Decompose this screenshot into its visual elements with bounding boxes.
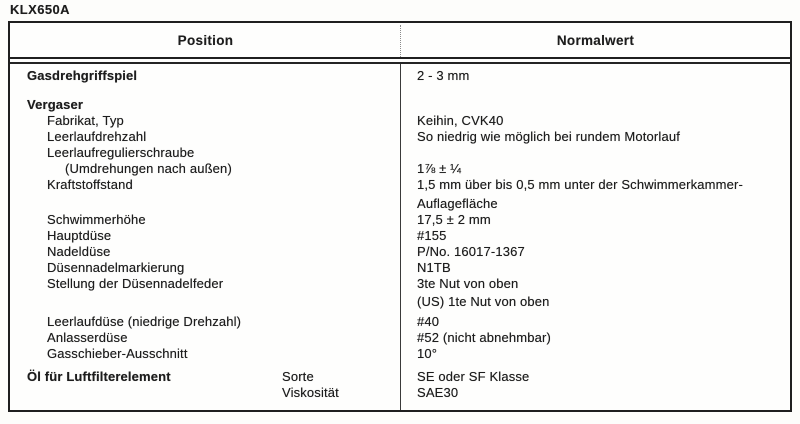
value-text: P/No. 16017-1367 [417,244,525,259]
value-text: SE oder SF Klasse [417,369,530,384]
header-normalwert-label: Normalwert [556,32,635,48]
position-label: Düsennadelmarkierung [47,260,185,275]
spec-table [8,21,792,412]
position-label: Nadeldüse [47,244,111,259]
value-text: (US) 1te Nut von oben [417,294,550,309]
spec-row-gasschieber [10,346,790,362]
value-text: #155 [417,228,447,243]
position-label: Hauptdüse [47,228,112,243]
value-text: 1,5 mm über bis 0,5 mm unter der Schwimmerkammer- [417,177,743,192]
position-label: Leerlaufdüse (niedrige Drehzahl) [47,314,242,329]
spec-row-schwimmerhoehe [10,212,790,228]
table-header-row [10,23,790,59]
spec-row-vergaser [10,97,790,113]
value-text: So niedrig wie möglich bei rundem Motorlauf [417,129,680,144]
spec-row-umdrehungen [10,161,790,177]
header-position-label: Position [177,32,234,48]
position-label: (Umdrehungen nach außen) [65,161,232,176]
position-label: Gasschieber-Ausschnitt [47,346,188,361]
value-text: #40 [417,314,440,329]
spec-row-fabrikat-typ [10,113,790,129]
value-text: Auflagefläche [417,196,498,211]
position-label: Leerlaufdrehzahl [47,129,147,144]
value-text: Keihin, CVK40 [417,113,504,128]
spec-row-duesennadelmarkierung [10,260,790,276]
value-text: 17,5 ± 2 mm [417,212,491,227]
attribute-label: Viskosität [282,385,339,400]
spec-row-oel-sorte [10,369,790,385]
position-label: Vergaser [27,97,84,112]
spec-row-oel-viskositaet [10,385,790,401]
spec-row-gasdrehgriffspiel [10,68,790,84]
value-text: N1TB [417,260,451,275]
header-normalwert [401,23,790,57]
spec-row-hauptduese [10,228,790,244]
position-label: Gasdrehgriffspiel [27,68,138,83]
header-position [10,23,401,57]
value-text: SAE30 [417,385,459,400]
position-label: Stellung der Düsennadelfeder [47,276,224,291]
value-text: 3te Nut von oben [417,276,519,291]
table-body [10,62,790,410]
header-column-divider [400,25,401,57]
spec-row-leerlaufduese [10,314,790,330]
page-title: KLX650A [10,2,70,17]
position-label: Anlasserdüse [47,330,128,345]
value-text: 1⅞ ± ¼ [417,161,462,176]
spec-row-anlasserduese [10,330,790,346]
position-label: Öl für Luftfilterelement [27,369,171,384]
value-text: 2 - 3 mm [417,68,470,83]
attribute-label: Sorte [282,369,314,384]
spec-row-us-note [10,294,790,310]
value-text: 10° [417,346,438,361]
spec-row-nadelduese [10,244,790,260]
spec-row-value-wrap [10,196,790,212]
position-label: Leerlaufregulierschraube [47,145,195,160]
spec-row-duesennadelfeder [10,276,790,292]
spec-row-kraftstoffstand [10,177,790,193]
position-label: Kraftstoffstand [47,177,133,192]
spec-row-leerlaufdrehzahl [10,129,790,145]
spec-row-leerlaufregulierschraube [10,145,790,161]
value-text: #52 (nicht abnehmbar) [417,330,551,345]
position-label: Fabrikat, Typ [47,113,124,128]
position-label: Schwimmerhöhe [47,212,146,227]
